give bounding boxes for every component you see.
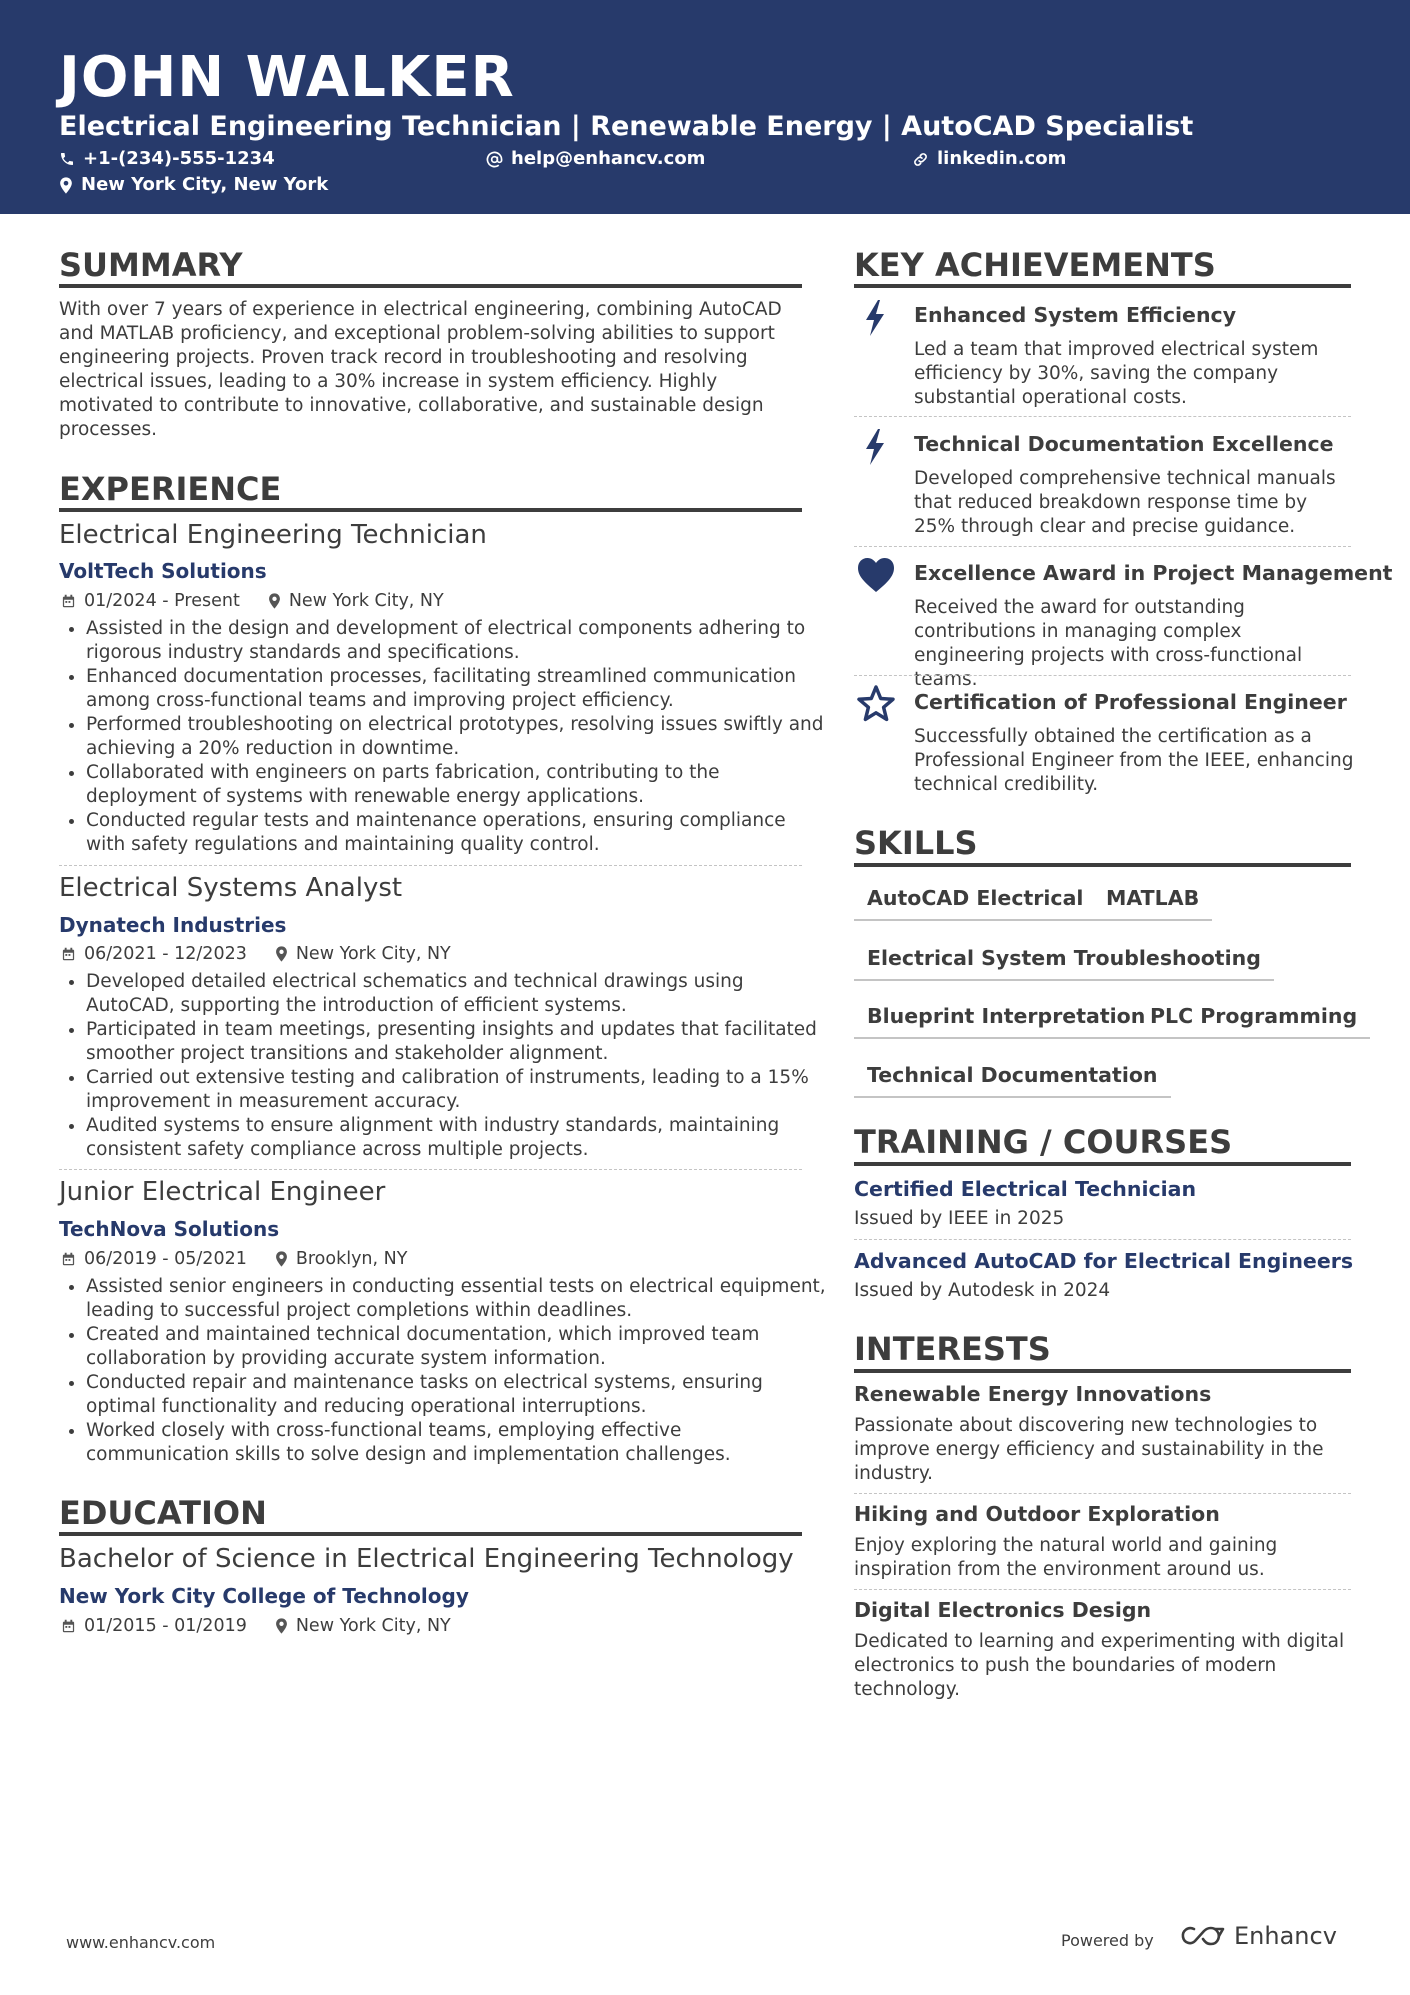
bullet-item: • Developed detailed electrical schematics and technical drawings using AutoCAD, supporting the introduction of efficient systems. xyxy=(86,970,829,1018)
course-title: Certified Electrical Technician xyxy=(854,1177,1197,1201)
company-name: Dynatech Industries xyxy=(59,913,287,937)
achievement-title: Technical Documentation Excellence xyxy=(914,432,1334,456)
job-title: Junior Electrical Engineer xyxy=(59,1177,386,1207)
education-meta xyxy=(61,1615,451,1637)
achievements-heading: KEY ACHIEVEMENTS xyxy=(854,246,1216,284)
divider xyxy=(854,416,1351,417)
summary-rule xyxy=(59,284,802,288)
footer-brand[interactable] xyxy=(1180,1922,1337,1950)
education-location: New York City, NY xyxy=(295,1616,451,1636)
degree-title: Bachelor of Science in Electrical Engineering Technology xyxy=(59,1544,794,1574)
calendar-icon xyxy=(61,1618,76,1634)
interest-title: Digital Electronics Design xyxy=(854,1598,1152,1622)
interests-rule xyxy=(854,1369,1351,1373)
divider xyxy=(854,1493,1351,1494)
achievement-title: Excellence Award in Project Management xyxy=(914,561,1393,585)
divider xyxy=(854,675,1351,676)
bullet-item: • Worked closely with cross-functional teams, employing effective communication skills to solve design and implementation challenges. xyxy=(86,1419,829,1467)
email-contact[interactable] xyxy=(486,148,705,170)
achievement-desc: Received the award for outstanding contributions in managing complex engineering projects with cross-functional teams. xyxy=(914,597,1303,690)
job-location: New York City, NY xyxy=(288,591,444,611)
training-heading: TRAINING / COURSES xyxy=(854,1123,1233,1161)
experience-heading: EXPERIENCE xyxy=(59,470,282,508)
interests-heading: INTERESTS xyxy=(854,1330,1051,1368)
job-location: New York City, NY xyxy=(295,944,451,964)
skill-tag: AutoCAD Electrical xyxy=(854,885,1096,921)
skill-tag: Electrical System Troubleshooting xyxy=(854,945,1274,981)
job-dates: 01/2024 - Present xyxy=(84,591,240,611)
phone-icon xyxy=(59,151,75,167)
bullet-item: • Created and maintained technical documentation, which improved team collaboration by providing accurate system information. xyxy=(86,1323,829,1371)
calendar-icon xyxy=(61,946,76,962)
bullet-item: • Assisted in the design and development of electrical components adhering to rigorous industry standards and specifications. xyxy=(86,617,829,665)
summary-heading: SUMMARY xyxy=(59,246,243,284)
footer-brand-name: Enhancv xyxy=(1234,1922,1337,1950)
education-heading: EDUCATION xyxy=(59,1494,267,1532)
experience-rule xyxy=(59,508,802,512)
linkedin-contact[interactable] xyxy=(912,148,1066,170)
skill-tag: MATLAB xyxy=(1093,885,1212,921)
summary-text: With over 7 years of experience in electrical engineering, combining AutoCAD and MATLAB proficiency, and exceptional problem-solving abilities to support engineering projects. Proven track record in troubleshooting and resolving electrical issues, leading to a 30% increase in system efficiency. Highly motivated to contribute to innovative, collaborative, and sustainable design processes. xyxy=(59,299,782,440)
training-rule xyxy=(854,1162,1351,1166)
company-name: VoltTech Solutions xyxy=(59,559,267,583)
divider xyxy=(59,865,802,866)
achievement-title: Enhanced System Efficiency xyxy=(914,303,1237,327)
location-pin-icon xyxy=(275,1251,288,1267)
interest-desc: Enjoy exploring the natural world and gaining inspiration from the environment around us. xyxy=(854,1535,1278,1580)
bullet-item: • Conducted regular tests and maintenance operations, ensuring compliance with safety regulations and maintaining quality control. xyxy=(86,809,829,857)
job-bullets xyxy=(59,970,829,1162)
divider xyxy=(59,1169,802,1170)
lightning-icon xyxy=(856,427,896,467)
bullet-item: • Participated in team meetings, presenting insights and updates that facilitated smoother project transitions and stakeholder alignment. xyxy=(86,1018,829,1066)
bullet-item: • Enhanced documentation processes, facilitating streamlined communication among cross-functional teams and improving project efficiency. xyxy=(86,665,829,713)
location-pin-icon xyxy=(268,593,281,609)
job-bullets xyxy=(59,617,829,857)
job-meta xyxy=(61,1248,407,1270)
course-title: Advanced AutoCAD for Electrical Engineers xyxy=(854,1249,1354,1273)
job-meta xyxy=(61,943,451,965)
location-contact xyxy=(59,174,328,196)
company-name: TechNova Solutions xyxy=(59,1217,280,1241)
at-icon xyxy=(486,151,503,168)
skill-tag: Blueprint Interpretation xyxy=(854,1003,1158,1039)
phone-contact[interactable] xyxy=(59,148,275,170)
star-icon xyxy=(856,684,896,724)
education-rule xyxy=(59,1532,802,1536)
course-issuer: Issued by Autodesk in 2024 xyxy=(854,1280,1111,1301)
link-icon xyxy=(912,151,929,168)
email-text: help@enhancv.com xyxy=(511,148,706,169)
job-title: Electrical Systems Analyst xyxy=(59,873,403,903)
interest-title: Renewable Energy Innovations xyxy=(854,1382,1212,1406)
resume-header xyxy=(0,0,1410,214)
job-location: Brooklyn, NY xyxy=(295,1249,408,1269)
bullet-item: • Collaborated with engineers on parts fabrication, contributing to the deployment of systems with renewable energy applications. xyxy=(86,761,829,809)
divider xyxy=(854,546,1351,547)
achievement-title: Certification of Professional Engineer xyxy=(914,690,1347,714)
phone-text: +1-(234)-555-1234 xyxy=(83,148,275,169)
bullet-item: • Conducted repair and maintenance tasks on electrical systems, ensuring optimal functionality and reducing operational interruptions. xyxy=(86,1371,829,1419)
job-dates: 06/2021 - 12/2023 xyxy=(84,944,247,964)
skills-rule xyxy=(854,863,1351,867)
location-pin-icon xyxy=(59,177,73,194)
candidate-headline: Electrical Engineering Technician | Renewable Energy | AutoCAD Specialist xyxy=(59,111,1194,142)
achievement-desc: Led a team that improved electrical system efficiency by 30%, saving the company substantial operational costs. xyxy=(914,339,1319,408)
school-name: New York City College of Technology xyxy=(59,1584,469,1608)
achievements-rule xyxy=(854,284,1351,288)
skill-tag: Technical Documentation xyxy=(854,1062,1171,1098)
job-dates: 06/2019 - 05/2021 xyxy=(84,1249,247,1269)
heart-icon xyxy=(856,556,896,596)
achievement-desc: Developed comprehensive technical manuals that reduced breakdown response time by 25% through clear and precise guidance. xyxy=(914,468,1336,537)
skill-tag: PLC Programming xyxy=(1137,1003,1370,1039)
divider xyxy=(854,1589,1351,1590)
calendar-icon xyxy=(61,593,76,609)
education-dates: 01/2015 - 01/2019 xyxy=(84,1616,247,1636)
location-pin-icon xyxy=(275,1618,288,1634)
interest-title: Hiking and Outdoor Exploration xyxy=(854,1502,1220,1526)
lightning-icon xyxy=(856,298,896,338)
calendar-icon xyxy=(61,1251,76,1267)
footer-website-link[interactable]: www.enhancv.com xyxy=(66,1933,216,1952)
enhancv-logo-icon xyxy=(1180,1924,1226,1948)
interest-desc: Passionate about discovering new technologies to improve energy efficiency and sustainability in the industry. xyxy=(854,1415,1324,1484)
divider xyxy=(854,1239,1351,1240)
job-meta xyxy=(61,590,444,612)
job-bullets xyxy=(59,1275,829,1467)
bullet-item: • Carried out extensive testing and calibration of instruments, leading to a 15% improvement in measurement accuracy. xyxy=(86,1066,829,1114)
job-title: Electrical Engineering Technician xyxy=(59,520,487,550)
location-pin-icon xyxy=(275,946,288,962)
candidate-name: JOHN WALKER xyxy=(59,45,515,110)
bullet-item: • Assisted senior engineers in conducting essential tests on electrical equipment, leading to successful project completions within deadlines. xyxy=(86,1275,829,1323)
skills-heading: SKILLS xyxy=(854,824,978,862)
achievement-desc: Successfully obtained the certification as a Professional Engineer from the IEEE, enhancing technical credibility. xyxy=(914,726,1354,795)
footer-powered-by: Powered by xyxy=(1061,1931,1154,1950)
bullet-item: • Audited systems to ensure alignment with industry standards, maintaining consistent safety compliance across multiple projects. xyxy=(86,1114,829,1162)
linkedin-text: linkedin.com xyxy=(937,148,1067,169)
course-issuer: Issued by IEEE in 2025 xyxy=(854,1208,1065,1229)
location-text: New York City, New York xyxy=(81,174,329,195)
interest-desc: Dedicated to learning and experimenting with digital electronics to push the boundaries of modern technology. xyxy=(854,1631,1345,1700)
bullet-item: • Performed troubleshooting on electrical prototypes, resolving issues swiftly and achieving a 20% reduction in downtime. xyxy=(86,713,829,761)
